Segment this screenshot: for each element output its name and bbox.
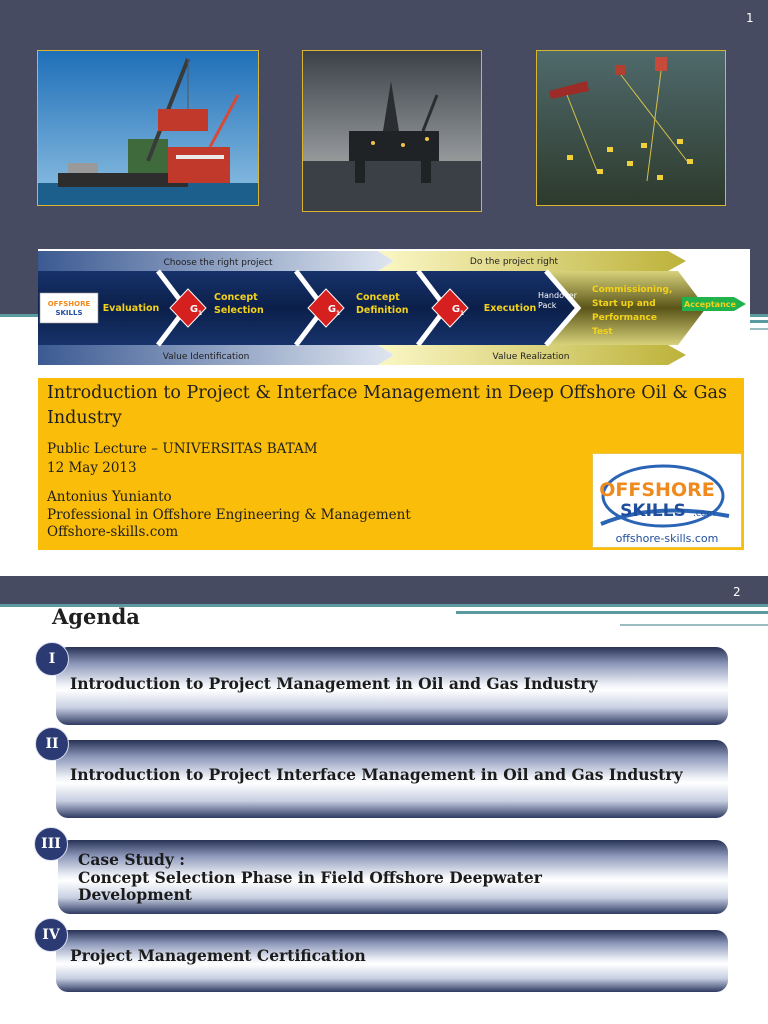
author-name: Antonius Yunianto [47,489,172,505]
lecture-date: 12 May 2013 [47,460,137,476]
choose-right-project-label: Choose the right project [163,258,273,268]
logo-line1: OFFSHORE [599,479,715,501]
agenda-item-text: Project Management Certification [70,946,366,965]
slide-header-band [0,576,768,604]
gate-sub: 1 [459,310,465,317]
step-concept-definition: Concept Definition [356,292,409,316]
handover-pack-label: Handover Pack [538,291,577,310]
gate-sub: 1 [335,310,341,317]
agenda-item-text: Introduction to Project Interface Management in Oil and Gas Industry [70,765,683,784]
agenda-item-text: Introduction to Project Management in Oil and Gas Industry [70,674,598,693]
mini-logo-line2: SKILLS [55,309,83,317]
step-concept-selection: Concept Selection [214,292,264,316]
agenda-title: Agenda [52,604,140,629]
offshore-skills-mini-logo [40,293,98,323]
lecture-name: Public Lecture – UNIVERSITAS BATAM [47,441,318,457]
presentation-title: Introduction to Project & Interface Management in Deep Offshore Oil & Gas Industry [47,383,727,428]
agenda-numeral: III [34,827,68,861]
agenda-item-4[interactable] [56,930,728,992]
slide-2 [0,576,768,1024]
logo-suffix: .com [693,509,716,519]
logo-url: offshore-skills.com [615,532,719,545]
logo-line2: SKILLS [620,501,686,521]
divider-stripe [750,328,768,330]
agenda-numeral: I [35,642,69,676]
agenda-numeral: II [35,727,69,761]
slide-number: 1 [746,11,754,25]
slide-number: 2 [733,585,741,599]
do-project-right-label: Do the project right [469,257,559,267]
step-evaluation: Evaluation [102,303,160,314]
step-execution: Execution [483,303,537,314]
divider-stripe [620,624,768,626]
gate-label: G [451,304,461,315]
gate-label: G [189,304,199,315]
author-role: Professional in Offshore Engineering & Management [47,507,411,523]
project-process-diagram [38,249,750,367]
semi-submersible-rig-photo [302,50,482,212]
crane-barge-photo [37,50,259,206]
gate-label: G [327,304,337,315]
offshore-skills-logo [592,453,742,548]
agenda-item-text-line2: Concept Selection Phase in Field Offshore Deepwater Development [78,868,542,904]
gate-sub: 1 [197,310,203,317]
agenda-item-3[interactable] [58,840,728,914]
mini-logo-line1: OFFSHORE [47,300,91,308]
agenda-item-text-line1: Case Study : [78,850,185,869]
agenda-item-1[interactable] [56,647,728,725]
agenda-item-2[interactable] [56,740,728,818]
value-realization-label: Value Realization [492,352,570,362]
subsea-field-photo [536,50,726,206]
website-link[interactable]: Offshore-skills.com [47,524,179,540]
value-identification-label: Value Identification [162,352,250,362]
divider-stripe [456,611,768,614]
agenda-numeral: IV [34,918,68,952]
commissioning-label: Commissioning, Start up and Performance Test [592,285,673,337]
acceptance-label: Acceptance [684,300,736,309]
